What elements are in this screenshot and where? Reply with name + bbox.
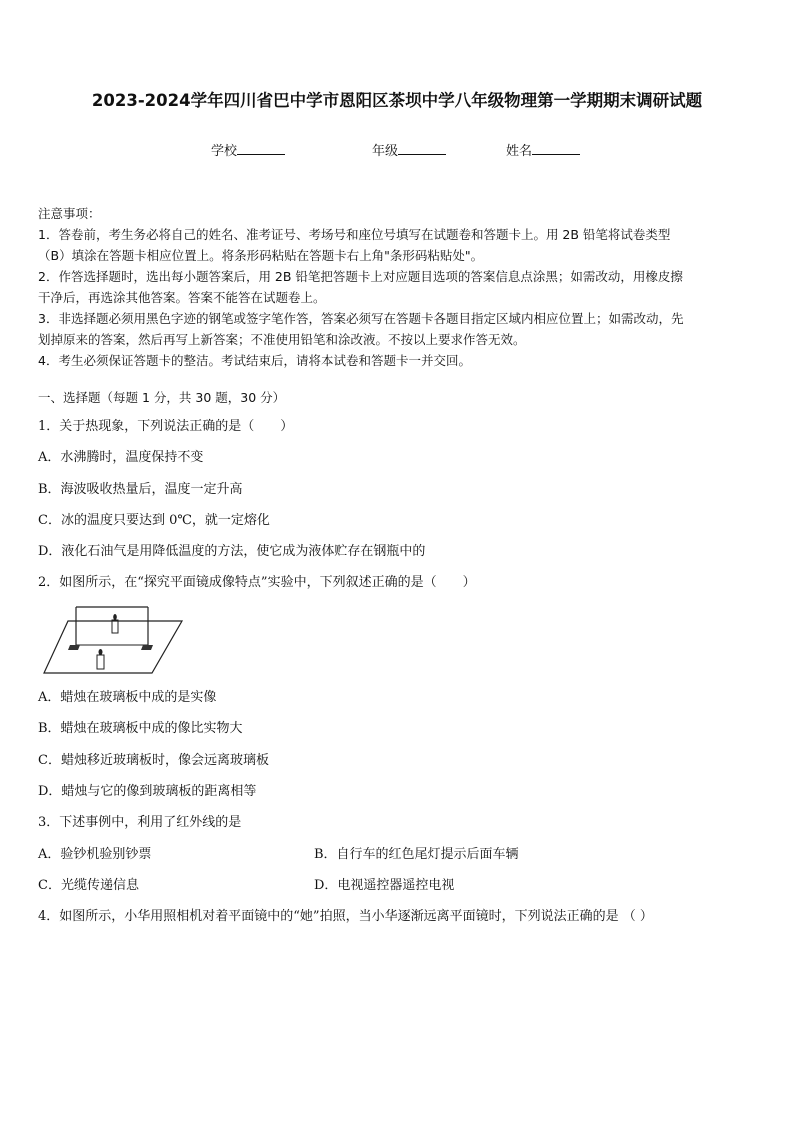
school-label: 学校 xyxy=(211,144,238,159)
notes-heading: 注意事项： xyxy=(38,206,101,221)
notes-item-1a: 1．答卷前，考生务必将自己的姓名、准考证号、考场号和座位号填写在试题卷和答题卡上。用 2B 铅笔将试卷类型 xyxy=(38,227,671,242)
candle-image xyxy=(112,620,118,633)
question-3-option-d: D．电视遥控器遥控电视 xyxy=(314,878,455,893)
question-2-option-c: C．蜡烛移近玻璃板时，像会远离玻璃板 xyxy=(38,753,269,768)
glass-stand-left xyxy=(68,645,80,650)
notes-item-4: 4．考生必须保证答题卡的整洁。考试结束后，请将本试卷和答题卡一并交回。 xyxy=(38,353,471,368)
question-2-option-d: D．蜡烛与它的像到玻璃板的距离相等 xyxy=(38,784,257,799)
question-1-stem: 1．关于热现象，下列说法正确的是（ ） xyxy=(38,419,294,434)
notes-item-3a: 3．非选择题必须用黑色字迹的钢笔或签字笔作答，答案必须写在答题卡各题目指定区域内相应位置上；如需改动，先 xyxy=(38,311,684,326)
plane-mirror-experiment-figure xyxy=(40,603,186,677)
grade-blank xyxy=(398,142,446,155)
notes-item-1b: （B）填涂在答题卡相应位置上。将条形码粘贴在答题卡右上角"条形码粘贴处"。 xyxy=(38,248,484,263)
section-heading: 一、选择题（每题 1 分，共 30 题，30 分） xyxy=(38,390,286,405)
question-1-option-d: D．液化石油气是用降低温度的方法，使它成为液体贮存在钢瓶中的 xyxy=(38,544,426,559)
notes-item-3b: 划掉原来的答案，然后再写上新答案；不准使用铅笔和涂改液。不按以上要求作答无效。 xyxy=(38,332,526,347)
question-1-option-b: B．海波吸收热量后，温度一定升高 xyxy=(38,482,243,497)
table-plane xyxy=(44,621,182,673)
page-title: 2023-2024学年四川省巴中学市恩阳区茶坝中学八年级物理第一学期期末调研试题 xyxy=(91,91,703,110)
question-4-stem: 4．如图所示，小华用照相机对着平面镜中的“她”拍照，当小华逐渐远离平面镜时，下列说法正确的是 （ ） xyxy=(38,909,653,924)
grade-label: 年级 xyxy=(372,144,399,159)
name-field xyxy=(506,140,580,159)
candle-object xyxy=(97,655,104,669)
candle-object-flame xyxy=(99,649,103,655)
school-blank xyxy=(237,142,285,155)
exam-notes xyxy=(38,203,758,371)
question-2-stem: 2．如图所示，在“探究平面镜成像特点”实验中，下列叙述正确的是（ ） xyxy=(38,575,476,590)
notes-item-2a: 2．作答选择题时，选出每小题答案后，用 2B 铅笔把答题卡上对应题目选项的答案信息点涂黑；如需改动，用橡皮擦 xyxy=(38,269,683,284)
question-2-option-a: A．蜡烛在玻璃板中成的是实像 xyxy=(38,690,217,705)
name-blank xyxy=(532,142,580,155)
question-3-option-b: B．自行车的红色尾灯提示后面车辆 xyxy=(314,847,519,862)
glass-stand-right xyxy=(141,645,153,650)
question-1-option-a: A．水沸腾时，温度保持不变 xyxy=(38,450,204,465)
grade-field xyxy=(372,140,446,159)
question-2-option-b: B．蜡烛在玻璃板中成的像比实物大 xyxy=(38,721,243,736)
question-3-option-a: A．验钞机验别钞票 xyxy=(38,847,152,862)
name-label: 姓名 xyxy=(506,144,533,159)
question-3-option-c: C．光缆传递信息 xyxy=(38,878,139,893)
candle-image-flame xyxy=(113,614,117,620)
question-3-stem: 3．下述事例中，利用了红外线的是 xyxy=(38,815,242,830)
question-1-option-c: C．冰的温度只要达到 0℃，就一定熔化 xyxy=(38,513,270,528)
school-field xyxy=(211,140,285,159)
notes-item-2b: 干净后，再选涂其他答案。答案不能答在试题卷上。 xyxy=(38,290,326,305)
